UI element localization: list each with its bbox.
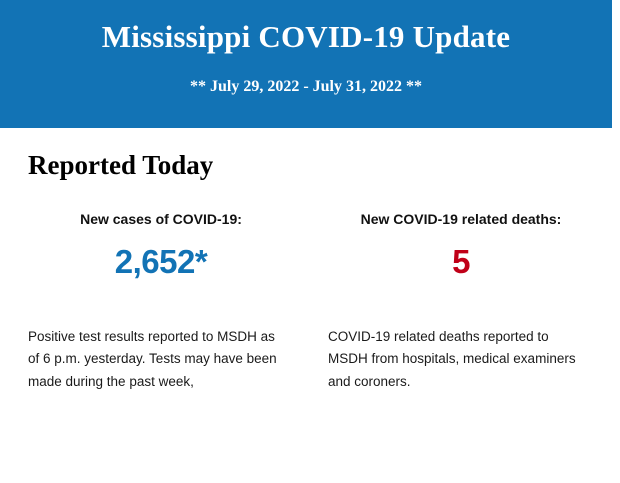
stat-label-new-deaths: New COVID-19 related deaths: xyxy=(360,211,562,227)
note-new-cases: Positive test results reported to MSDH as of 6 p.m. yesterday. Tests may have been made during the past week, xyxy=(28,329,277,389)
stat-label-new-cases: New cases of COVID-19: xyxy=(80,211,242,227)
stat-value-new-deaths: 5 xyxy=(452,243,470,280)
stats-row xyxy=(0,211,620,281)
date-range-label: ** July 29, 2022 - July 31, 2022 ** xyxy=(189,78,422,96)
note-new-deaths: COVID-19 related deaths reported to MSDH from hospitals, medical examiners and coroners. xyxy=(328,329,576,389)
stat-card-new-cases xyxy=(0,211,300,281)
notes-row xyxy=(0,326,620,393)
stat-card-new-deaths xyxy=(300,211,600,281)
page-title: Mississippi COVID-19 Update xyxy=(101,19,511,54)
section-title-reported-today: Reported Today xyxy=(28,150,214,180)
stat-value-new-cases: 2,652* xyxy=(114,243,208,280)
header-banner xyxy=(0,0,612,128)
